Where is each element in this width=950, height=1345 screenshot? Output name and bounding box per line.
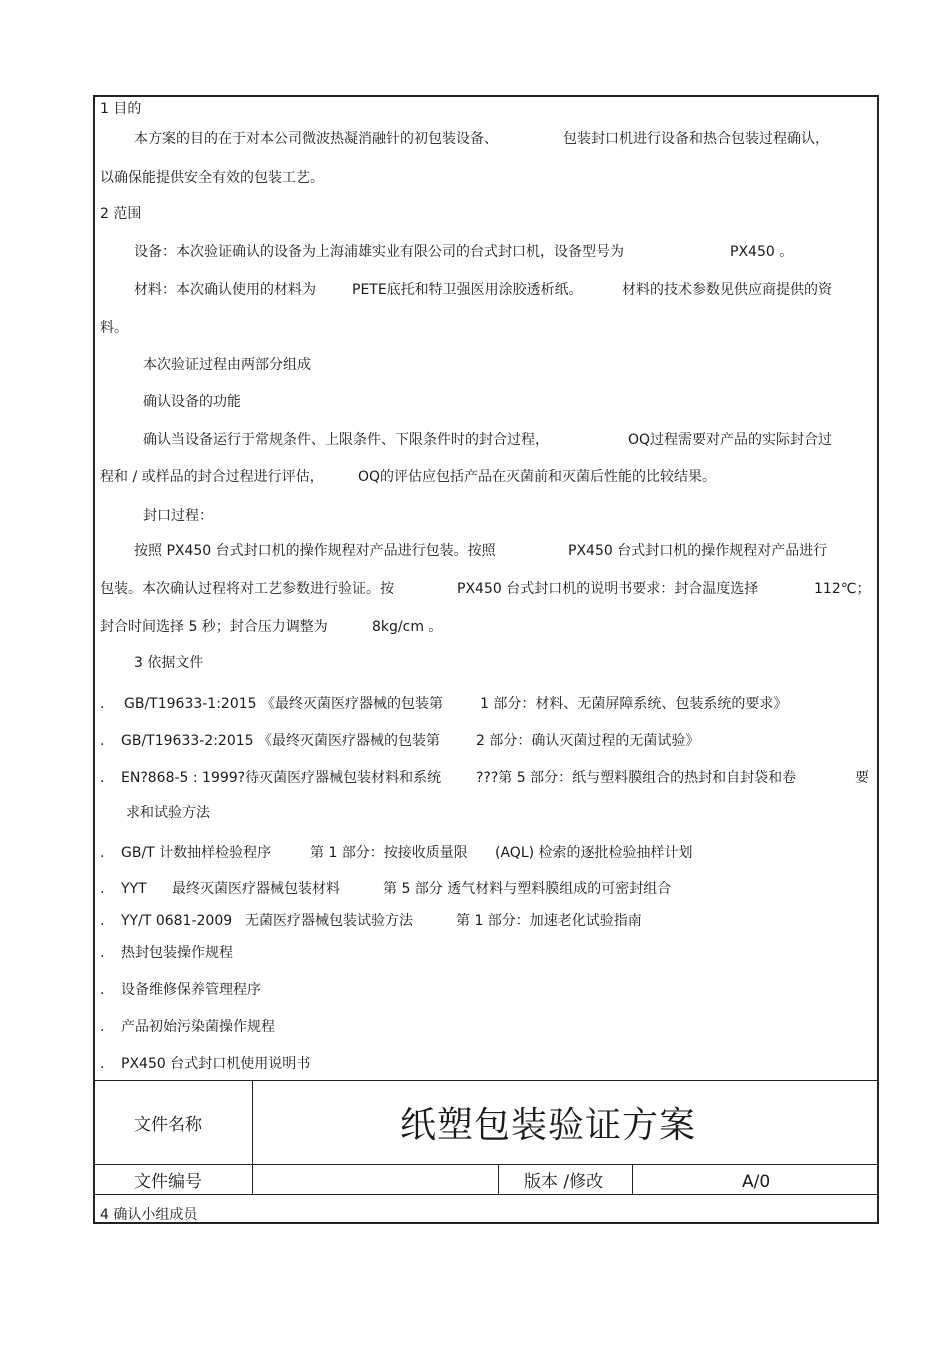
reference-item: 无菌医疗器械包装试验方法 (245, 913, 413, 929)
reference-item: EN?868-5 : 1999?待灭菌医疗器械包装材料和系统 (121, 770, 442, 786)
oq-text: 程和 / 或样品的封合过程进行评估， (100, 469, 324, 485)
table-rule (93, 1164, 879, 1165)
reference-item: YY/T 0681-2009 (121, 913, 233, 929)
table-divider (632, 1164, 633, 1194)
seal-text: 按照 PX450 台式封口机的操作规程对产品进行包装。按照 (134, 543, 496, 559)
section-1-heading: 1 目的 (100, 101, 142, 117)
process-text: 确认设备的功能 (143, 394, 241, 410)
page-frame (93, 95, 879, 1224)
reference-item: GB/T19633-2:2015 《最终灭菌医疗器械的包装第 (121, 733, 441, 749)
reference-item: 要 (855, 770, 869, 786)
seal-temperature: 112℃； (814, 581, 871, 597)
reference-item: 求和试验方法 (126, 805, 210, 821)
document-number-label: 文件编号 (134, 1172, 202, 1192)
seal-pressure: 8kg/cm 。 (372, 619, 443, 635)
material-text: 材料：本次确认使用的材料为 (134, 282, 316, 298)
seal-text: PX450 台式封口机的说明书要求：封合温度选择 (457, 581, 759, 597)
reference-item: 产品初始污染菌操作规程 (121, 1019, 275, 1035)
reference-bullet: . (100, 881, 105, 897)
reference-bullet: . (100, 1056, 105, 1072)
reference-item: GB/T19633-1:2015 《最终灭菌医疗器械的包装第 (124, 696, 444, 712)
reference-item: ???第 5 部分：纸与塑料膜组合的热封和自封袋和卷 (476, 770, 797, 786)
material-text: 材料的技术参数见供应商提供的资 (622, 282, 832, 298)
reference-item: 第 5 部分 透气材料与塑料膜组成的可密封组合 (383, 881, 672, 897)
document-name-label: 文件名称 (134, 1115, 202, 1135)
reference-item: 1 部分：材料、无菌屏障系统、包装系统的要求》 (480, 696, 788, 712)
reference-item: PX450 台式封口机使用说明书 (121, 1056, 311, 1072)
table-rule (93, 1080, 879, 1081)
seal-text: 封合时间选择 5 秒；封合压力调整为 (100, 619, 328, 635)
table-divider (252, 1080, 253, 1194)
reference-item: 第 1 部分：加速老化试验指南 (456, 913, 642, 929)
equipment-model: PX450 。 (730, 244, 794, 260)
reference-bullet: . (100, 945, 105, 961)
reference-item: YYT (121, 881, 147, 897)
table-rule (93, 1194, 879, 1195)
reference-item: 第 1 部分：按接收质量限 (310, 845, 468, 861)
reference-item: 设备维修保养管理程序 (121, 982, 261, 998)
version-label: 版本 /修改 (524, 1172, 604, 1192)
reference-item: 热封包装操作规程 (121, 945, 233, 961)
reference-item: (AQL) 检索的逐批检验抽样计划 (495, 845, 693, 861)
section-1-text: 本方案的目的在于对本公司微波热凝消融针的初包装设备、 (134, 131, 498, 147)
reference-bullet: . (100, 733, 105, 749)
reference-bullet: . (100, 770, 105, 786)
reference-bullet: . (100, 1019, 105, 1035)
process-text: 本次验证过程由两部分组成 (143, 357, 311, 373)
material-text: PETE底托和特卫强医用涂胶透析纸。 (352, 282, 583, 298)
oq-text: OQ过程需要对产品的实际封合过 (628, 432, 833, 448)
reference-bullet: . (100, 845, 105, 861)
document-title: 纸塑包装验证方案 (400, 1105, 697, 1146)
seal-title: 封口过程： (143, 508, 213, 524)
equipment-text: 设备：本次验证确认的设备为上海浦雄实业有限公司的台式封口机，设备型号为 (134, 244, 624, 260)
reference-item: 最终灭菌医疗器械包装材料 (172, 881, 340, 897)
version-value: A/0 (742, 1172, 771, 1192)
reference-bullet: . (100, 696, 105, 712)
section-3-heading: 3 依据文件 (134, 655, 204, 671)
reference-bullet: . (100, 913, 105, 929)
section-2-heading: 2 范围 (100, 206, 142, 222)
reference-bullet: . (100, 982, 105, 998)
oq-text: OQ的评估应包括产品在灭菌前和灭菌后性能的比较结果。 (358, 469, 717, 485)
reference-item: GB/T 计数抽样检验程序 (121, 845, 272, 861)
table-divider (498, 1164, 499, 1194)
oq-text: 确认当设备运行于常规条件、上限条件、下限条件时的封合过程， (143, 432, 549, 448)
seal-text: PX450 台式封口机的操作规程对产品进行 (568, 543, 828, 559)
material-text: 料。 (100, 320, 128, 336)
reference-item: 2 部分：确认灭菌过程的无菌试验》 (476, 733, 700, 749)
section-4-heading: 4 确认小组成员 (100, 1207, 198, 1223)
section-1-text: 以确保能提供安全有效的包装工艺。 (100, 170, 324, 186)
section-1-text: 包装封口机进行设备和热合包装过程确认， (563, 131, 829, 147)
seal-text: 包装。本次确认过程将对工艺参数进行验证。按 (100, 581, 394, 597)
